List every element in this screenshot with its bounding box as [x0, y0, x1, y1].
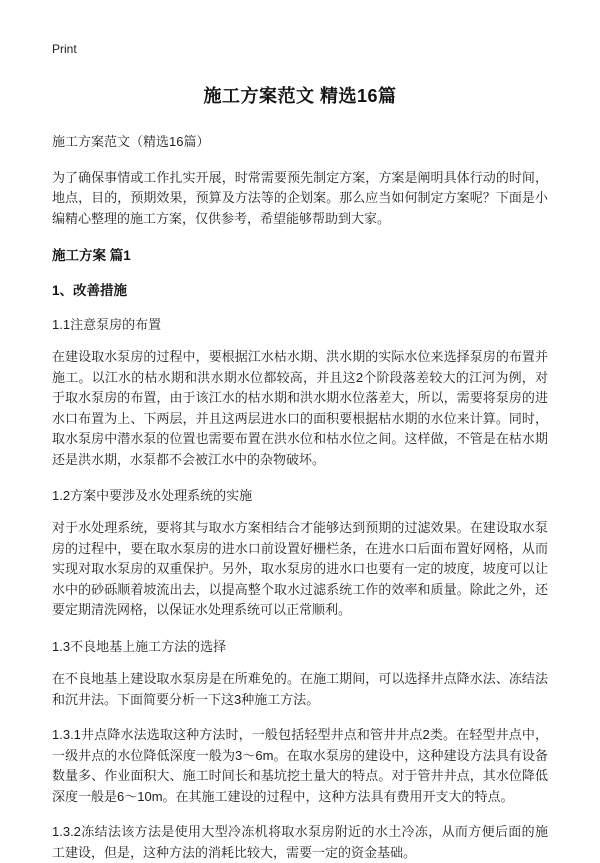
subsection-1-2-body: 对于水处理系统，要将其与取水方案相结合才能够达到预期的过滤效果。在建设取水泵房的过程中，要在取水泵房的进水口前设置好栅栏条，在进水口后面布置好网格，从而实现对取水泵房的双重保护。另外，取水泵房的进水口也要有一定的坡度，坡度可以让水中的砂砾顺着坡流出去，以提高整个取水过滤系统工作的效率和质量。除此之外，还要定期清洗网格，以保证水处理系统可以正常顺利。 — [52, 520, 548, 618]
document-subtitle: 施工方案范文（精选16篇） — [52, 134, 210, 149]
part-heading: 施工方案 篇1 — [52, 248, 131, 264]
subsection-1-3-title: 1.3不良地基上施工方法的选择 — [52, 638, 227, 654]
print-button[interactable]: Print — [52, 42, 77, 56]
subsection-1-2-title: 1.2方案中要涉及水处理系统的实施 — [52, 488, 253, 504]
subsection-1-3-body: 在不良地基上建设取水泵房是在所难免的。在施工期间，可以选择井点降水法、冻结法和沉井法。下面简要分析一下这3种施工方法。 — [52, 670, 548, 707]
subsection-1-3-1-body: 1.3.1井点降水法选取这种方法时，一般包括轻型井点和管井井点2类。在轻型井点中，一级井点的水位降低深度一般为3～6m。在取水泵房的建设中，这种建设方法具有设备数量多、作业面积大、施工时间长和基坑挖土量大的特点。对于管井井点，其水位降低深度一般是6～10m。在其施工建设的过程中，这种方法具有费用开支大的特点。 — [52, 727, 548, 804]
section-heading: 1、改善措施 — [52, 283, 128, 299]
subsection-1-1-title: 1.1注意泵房的布置 — [52, 317, 162, 333]
subsection-1-1-body: 在建设取水泵房的过程中，要根据江水枯水期、洪水期的实际水位来选择泵房的布置并施工。以江水的枯水期和洪水期水位都较高，并且这2个阶段落差较大的江河为例，对于取水泵房的布置，由于该江水的枯水期和洪水期水位落差大，所以，需要将泵房的进水口布置为上、下两层，并且这两层进水口的面积要根据枯水期的水位来计算。同时，取水泵房中潜水泵的位置也需要布置在洪水位和枯水位之间。这样做，不管是在枯水期还是洪水期，水泵都不会被江水中的杂物破坏。 — [52, 349, 548, 467]
subsection-1-3-2-body: 1.3.2冻结法该方法是使用大型冷冻机将取水泵房附近的水土冷冻，从而方便后面的施工建设，但是，这种方法的消耗比较大，需要一定的资金基础。 — [52, 824, 548, 860]
intro-paragraph: 为了确保事情或工作扎实开展，时常需要预先制定方案，方案是阐明具体行动的时间，地点，目的，预期效果，预算及方法等的企划案。那么应当如何制定方案呢？下面是小编精心整理的施工方案，仅供参考，希望能够帮助到大家。 — [52, 169, 548, 226]
page-title: 施工方案范文 精选16篇 — [203, 86, 397, 106]
